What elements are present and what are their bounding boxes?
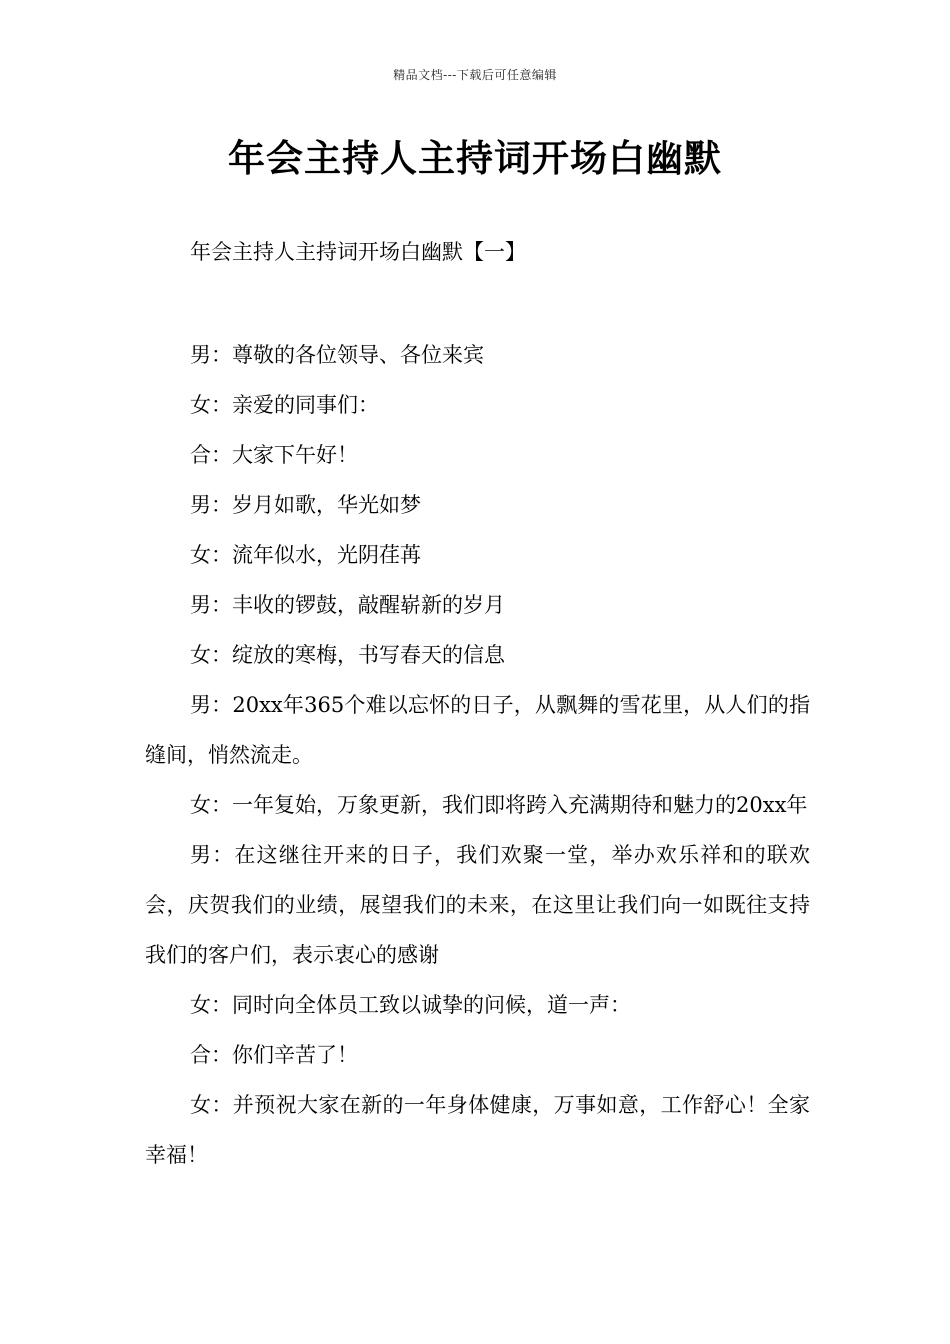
paragraph: 女：一年复始，万象更新，我们即将跨入充满期待和魅力的20xx年 bbox=[190, 793, 808, 817]
paragraph: 女：并预祝大家在新的一年身体健康，万事如意，工作舒心！全家幸福！ bbox=[145, 1093, 810, 1167]
paragraph: 合：大家下午好！ bbox=[190, 443, 358, 467]
document-title: 年会主持人主持词开场白幽默 bbox=[228, 136, 722, 180]
paragraph: 合：你们辛苦了！ bbox=[190, 1043, 358, 1067]
section-subtitle: 年会主持人主持词开场白幽默【一】 bbox=[190, 240, 526, 264]
paragraph: 女：绽放的寒梅，书写春天的信息 bbox=[190, 643, 505, 667]
paragraph: 男：在这继往开来的日子，我们欢聚一堂，举办欢乐祥和的联欢会，庆贺我们的业绩，展望我们的未来，在这里让我们向一如既往支持我们的客户们，表示衷心的感谢 bbox=[145, 843, 810, 967]
paragraph: 男：尊敬的各位领导、各位来宾 bbox=[190, 343, 484, 367]
paragraph: 男：丰收的锣鼓，敲醒崭新的岁月 bbox=[190, 593, 505, 617]
paragraph: 男：岁月如歌，华光如梦 bbox=[190, 493, 421, 517]
paragraph: 女：亲爱的同事们： bbox=[190, 393, 379, 417]
paragraph: 女：流年似水，光阴荏苒 bbox=[190, 543, 421, 567]
paragraph: 男：20xx年365个难以忘怀的日子，从飘舞的雪花里，从人们的指缝间，悄然流走。 bbox=[145, 693, 810, 767]
body-text bbox=[145, 330, 810, 1180]
paragraph: 女：同时向全体员工致以诚挚的问候，道一声： bbox=[190, 993, 631, 1017]
header-note: 精品文档---下载后可任意编辑 bbox=[393, 68, 557, 82]
